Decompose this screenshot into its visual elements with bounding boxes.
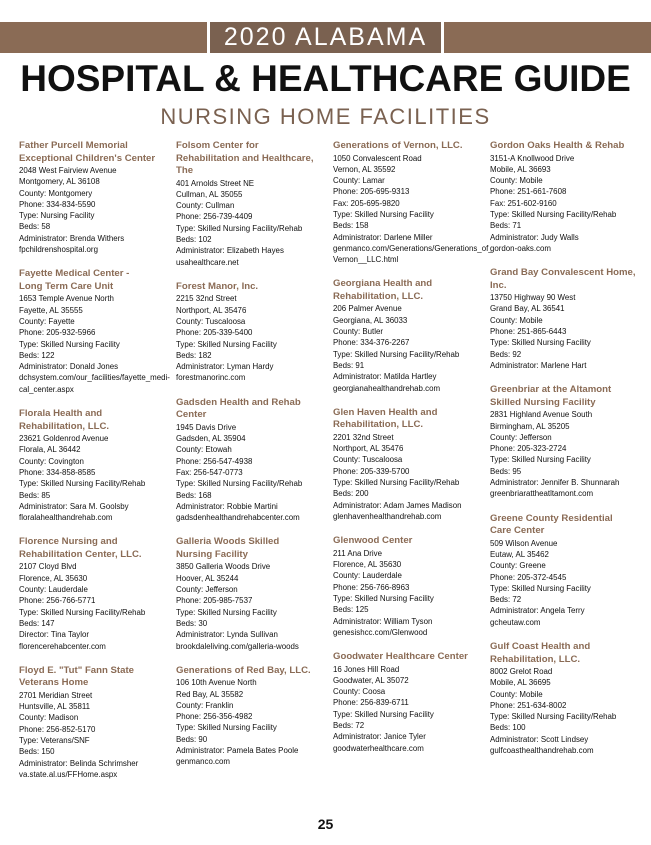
facility-detail: Georgiana, AL 36033 [333,315,408,325]
facility-detail: Beds: 30 [176,618,208,628]
facility-detail: Type: Skilled Nursing Facility [490,455,591,465]
facility-detail: greenbriarattheatltamont.com [490,489,594,499]
facility-name: Nursing Facility [176,548,248,560]
facility-detail: Administrator: Robbie Martini [176,501,278,511]
facility-detail: County: Jefferson [176,585,238,595]
facility-detail: Phone: 205-985-7537 [176,596,253,606]
facility-detail: Beds: 102 [176,234,212,244]
facility-name: Rehabilitation, LLC. [333,290,424,302]
facility-entry [333,651,483,754]
facility-detail: Administrator: Scott Lindsey [490,734,589,744]
facility-detail: Vernon, AL 35592 [333,164,396,174]
facility-columns [19,140,639,805]
facility-entry [333,407,483,522]
facility-detail: Beds: 168 [176,490,212,500]
facility-entry [333,535,483,638]
facility-entry [176,536,326,651]
facility-detail: Florence, AL 35630 [19,573,88,583]
facility-detail: Florala, AL 36442 [19,445,81,455]
facility-detail: County: Lamar [333,176,385,186]
facility-detail: cal_center.aspx [19,384,74,394]
facility-name: Gulf Coast Health and [490,641,591,652]
facility-name: Rehabilitation Center, LLC. [19,548,142,560]
facility-name: Glen Haven Health and [333,406,438,418]
column-3 [333,140,493,805]
facility-detail: brookdaleliving.com/galleria-woods [176,641,299,651]
facility-detail: County: Greene [490,561,546,571]
facility-entry [19,536,169,651]
facility-detail: Beds: 147 [19,618,55,628]
facility-detail: Beds: 122 [19,350,55,360]
facility-detail: 2831 Highland Avenue South [490,410,593,420]
facility-name: Folsom Center for [176,140,259,151]
page-number: 25 [317,816,334,832]
facility-detail: County: Montgomery [19,188,93,198]
facility-detail: Phone: 334-376-2267 [333,338,410,348]
facility-entry [490,641,640,756]
facility-detail: Eutaw, AL 35462 [490,549,549,559]
facility-detail: Administrator: Matilda Hartley [333,372,437,382]
facility-detail: Director: Tina Taylor [19,630,90,640]
facility-detail: Type: Skilled Nursing Facility [333,209,434,219]
facility-detail: goodwaterhealthcare.com [333,743,424,753]
facility-name: Generations of Vernon, LLC. [333,140,463,151]
facility-detail: Type: Skilled Nursing Facility/Rehab [333,478,460,488]
facility-detail: Phone: 205-339-5700 [333,466,410,476]
facility-detail: Cullman, AL 35055 [176,189,243,199]
facility-detail: Florence, AL 35630 [333,560,402,570]
facility-name: Fayette Medical Center - [19,268,130,280]
facility-detail: Type: Skilled Nursing Facility [19,339,120,349]
facility-detail: Beds: 91 [333,360,365,370]
facility-detail: Gadsden, AL 35904 [176,434,246,444]
facility-detail: glenhavenhealthandrehab.com [333,511,442,521]
facility-name: Florence Nursing and [19,536,118,548]
facility-detail: Red Bay, AL 35582 [176,689,244,699]
facility-entry [19,140,169,255]
facility-detail: Phone: 256-547-4938 [176,456,253,466]
facility-detail: 106 10th Avenue North [176,678,257,688]
facility-detail: 2701 Meridian Street [19,690,93,700]
facility-detail: Beds: 125 [333,605,369,615]
facility-name: Rehabilitation and Healthcare, The [176,152,314,176]
facility-name: Exceptional Children's Center [19,152,156,164]
facility-detail: 3151-A Knollwood Drive [490,153,575,163]
facility-detail: Type: Skilled Nursing Facility/Rehab [333,349,460,359]
facility-detail: County: Lauderdale [19,585,88,595]
facility-detail: genesishcc.com/Glenwood [333,627,428,637]
facility-detail: Type: Skilled Nursing Facility [176,607,277,617]
facility-detail: 2048 West Fairview Avenue [19,166,117,175]
facility-detail: Administrator: Belinda Schrimsher [19,758,139,768]
facility-detail: Phone: 205-695-9313 [333,187,410,197]
facility-name: Galleria Woods Skilled [176,536,280,548]
facility-detail: Birmingham, AL 35205 [490,421,570,431]
facility-detail: County: Franklin [176,700,234,710]
facility-detail: County: Mobile [490,176,543,186]
facility-detail: Phone: 251-661-7608 [490,187,567,197]
facility-detail: gulfcoasthealthandrehab.com [490,746,594,756]
facility-name: Long Term Care Unit [19,280,114,292]
facility-detail: Administrator: Darlene Miller [333,232,433,242]
facility-detail: Phone: 256-739-4409 [176,212,253,222]
facility-entry [19,665,169,780]
facility-detail: usahealthcare.net [176,257,239,267]
facility-detail: 3850 Galleria Woods Drive [176,562,271,572]
facility-detail: County: Tuscaloosa [333,455,403,465]
facility-detail: Mobile, AL 36695 [490,678,551,688]
facility-detail: Beds: 58 [19,222,51,232]
facility-name: Florala Health and Rehabilitation, LLC. [19,408,110,432]
banner-year-state: 2020 ALABAMA [210,22,441,53]
facility-detail: 1050 Convalescent Road [333,153,422,163]
facility-detail: Phone: 205-339-5400 [176,328,253,338]
facility-detail: County: Covington [19,456,84,466]
facility-entry [19,408,169,523]
facility-detail: 8002 Grelot Road [490,667,553,676]
facility-detail: County: Mobile [490,689,543,699]
facility-detail: 1653 Temple Avenue North [19,294,114,304]
header-banner [0,22,651,53]
facility-name: Gadsden Health and Rehab Center [176,396,301,421]
facility-detail: Type: Skilled Nursing Facility [490,583,591,593]
facility-detail: Phone: 251-634-8002 [490,700,567,710]
facility-detail: Administrator: Angela Terry [490,606,585,616]
facility-detail: Type: Skilled Nursing Facility [176,339,277,349]
facility-detail: gadsdenhealthandrehabcenter.com [176,513,300,523]
facility-detail: gordon-oaks.com [490,243,551,253]
facility-detail: Administrator: Pamela Bates Poole [176,746,299,756]
facility-detail: Beds: 200 [333,489,369,499]
column-1 [19,140,169,805]
facility-detail: gcheutaw.com [490,617,541,627]
facility-detail: Administrator: Donald Jones [19,362,119,372]
column-2 [176,140,326,805]
page-title: HOSPITAL & HEALTHCARE GUIDE [20,58,631,99]
facility-detail: Administrator: Lynda Sullivan [176,630,278,640]
column-4 [490,140,640,805]
facility-detail: Type: Skilled Nursing Facility/Rehab [176,479,303,489]
facility-detail: Beds: 72 [333,721,365,731]
facility-detail: 2107 Cloyd Blvd [19,562,77,572]
facility-name: Forest Manor, Inc. [176,280,259,292]
facility-detail: georgianahealthandrehab.com [333,383,441,393]
facility-detail: Administrator: Lyman Hardy [176,362,274,372]
facility-entry [176,281,326,384]
facility-detail: Administrator: Brenda Withers [19,233,125,243]
facility-detail: 2215 32nd Street [176,294,237,304]
facility-name: Veterans Home [19,677,89,689]
facility-detail: Administrator: Sara M. Goolsby [19,501,129,511]
facility-name: Greenbriar at the Altamont [490,384,612,396]
facility-detail: 509 Wilson Avenue [490,538,558,548]
facility-detail: Grand Bay, AL 36541 [490,304,565,314]
facility-detail: 16 Jones Hill Road [333,664,400,674]
facility-detail: Type: Skilled Nursing Facility/Rehab [19,607,146,617]
facility-detail: 211 Ana Drive [333,548,382,558]
facility-name: Father Purcell Memorial [19,140,128,151]
banner-bar-left [0,22,207,53]
facility-detail: Phone: 256-839-6711 [333,698,409,708]
facility-detail: County: Madison [19,713,79,723]
facility-detail: Type: Skilled Nursing Facility [333,593,434,603]
section-subtitle: NURSING HOME FACILITIES [160,104,491,129]
facility-detail: Phone: 256-766-8963 [333,582,410,592]
facility-detail: Administrator: Jennifer B. Shunnarah [490,478,620,488]
facility-detail: 401 Arnolds Street NE [176,178,255,188]
facility-detail: Type: Nursing Facility [19,211,95,221]
facility-name: Georgiana Health and [333,278,433,290]
facility-name: Grand Bay Convalescent Home, Inc. [490,267,636,291]
facility-entry [176,397,326,524]
facility-detail: Phone: 205-932-5966 [19,328,96,338]
facility-detail: Administrator: Elizabeth Hayes [176,246,284,256]
facility-name: Rehabilitation, LLC. [333,419,424,431]
facility-detail: Administrator: Janice Tyler [333,732,426,742]
facility-detail: Beds: 100 [490,723,526,733]
facility-entry [490,513,640,628]
facility-detail: genmanco.com/Generations/Generations_of_ [333,243,493,253]
facility-detail: florencerehabcenter.com [19,641,106,651]
banner-bar-right [444,22,651,53]
facility-detail: Fax: 251-602-9160 [490,198,557,208]
facility-detail: 206 Palmer Avenue [333,304,402,314]
facility-detail: Phone: 205-372-4545 [490,572,567,582]
facility-detail: Phone: 334-858-8585 [19,467,96,477]
facility-detail: Mobile, AL 36693 [490,164,551,174]
facility-entry [19,268,169,395]
facility-detail: fpchildrenshospital.org [19,245,98,255]
facility-detail: Huntsville, AL 35811 [19,702,91,712]
facility-detail: Beds: 92 [490,349,522,359]
facility-name: Glenwood Center [333,535,413,547]
facility-name: Floyd E. "Tut" Fann State [19,664,134,676]
facility-detail: Northport, AL 35476 [333,444,404,454]
facility-detail: Montgomery, AL 36108 [19,177,100,187]
facility-entry [490,384,640,499]
facility-detail: County: Fayette [19,316,75,326]
facility-detail: County: Coosa [333,687,386,697]
facility-detail: floralahealthandrehab.com [19,513,113,523]
facility-detail: Administrator: Judy Walls [490,232,579,242]
facility-detail: Type: Skilled Nursing Facility/Rehab [490,209,617,219]
facility-detail: Type: Skilled Nursing Facility/Rehab [176,223,303,233]
facility-name: Gordon Oaks Health & Rehab [490,140,625,151]
facility-detail: Beds: 71 [490,221,522,231]
facility-detail: Goodwater, AL 35072 [333,675,409,685]
facility-detail: va.state.al.us/FFHome.aspx [19,769,118,779]
facility-detail: Beds: 95 [490,466,522,476]
facility-detail: Beds: 72 [490,595,522,605]
facility-detail: Beds: 158 [333,221,369,231]
facility-detail: dchsystem.com/our_facilities/fayette_medi- [19,373,170,383]
facility-detail: genmanco.com [176,757,230,767]
facility-detail: Phone: 334-834-5590 [19,199,96,209]
facility-detail: Beds: 150 [19,747,55,757]
facility-name: Skilled Nursing Facility [490,396,596,408]
facility-name: Rehabilitation, LLC. [490,653,581,665]
facility-detail: Fax: 205-695-9820 [333,198,400,208]
facility-detail: County: Cullman [176,201,235,211]
facility-detail: 1945 Davis Drive [176,422,237,432]
facility-detail: Phone: 256-356-4982 [176,712,253,722]
facility-detail: Fax: 256-547-0773 [176,467,243,477]
facility-detail: 23621 Goldenrod Avenue [19,434,109,444]
facility-detail: County: Etowah [176,445,232,455]
facility-entry [333,278,483,393]
facility-detail: Administrator: Adam James Madison [333,500,462,510]
facility-detail: County: Mobile [490,315,543,325]
facility-detail: 2201 32nd Street [333,432,394,442]
facility-detail: Type: Skilled Nursing Facility/Rehab [19,479,146,489]
facility-detail: Beds: 182 [176,350,212,360]
facility-entry [176,140,326,268]
facility-detail: Type: Skilled Nursing Facility [176,723,277,733]
facility-detail: Northport, AL 35476 [176,305,247,315]
facility-detail: Phone: 251-865-6443 [490,327,567,337]
facility-detail: Administrator: Marlene Hart [490,360,587,370]
facility-detail: Administrator: William Tyson [333,616,433,626]
facility-detail: County: Lauderdale [333,571,402,581]
facility-detail: Fayette, AL 35555 [19,305,83,315]
facility-name: Care Center [490,525,545,537]
facility-detail: Type: Skilled Nursing Facility [333,709,434,719]
facility-detail: Beds: 90 [176,734,208,744]
facility-detail: Phone: 256-766-5771 [19,596,96,606]
facility-entry [490,267,640,371]
facility-detail: forestmanorinc.com [176,373,246,383]
facility-entry [333,140,493,265]
facility-detail: Hoover, AL 35244 [176,573,239,583]
facility-name: Greene County Residential [490,512,613,524]
facility-name: Goodwater Healthcare Center [333,651,468,663]
facility-detail: Type: Skilled Nursing Facility [490,338,591,348]
facility-detail: County: Tuscaloosa [176,316,246,326]
facility-entry [176,665,326,768]
facility-detail: Vernon__LLC.html [333,255,399,265]
facility-detail: Type: Veterans/SNF [19,735,90,745]
facility-detail: County: Butler [333,327,383,337]
facility-name: Generations of Red Bay, LLC. [176,664,311,676]
facility-detail: Phone: 256-852-5170 [19,724,96,734]
facility-detail: Phone: 205-323-2724 [490,444,567,454]
facility-detail: 13750 Highway 90 West [490,293,576,303]
facility-detail: Type: Skilled Nursing Facility/Rehab [490,712,617,722]
facility-entry [490,140,640,254]
facility-detail: County: Jefferson [490,432,552,442]
facility-detail: Beds: 85 [19,490,51,500]
